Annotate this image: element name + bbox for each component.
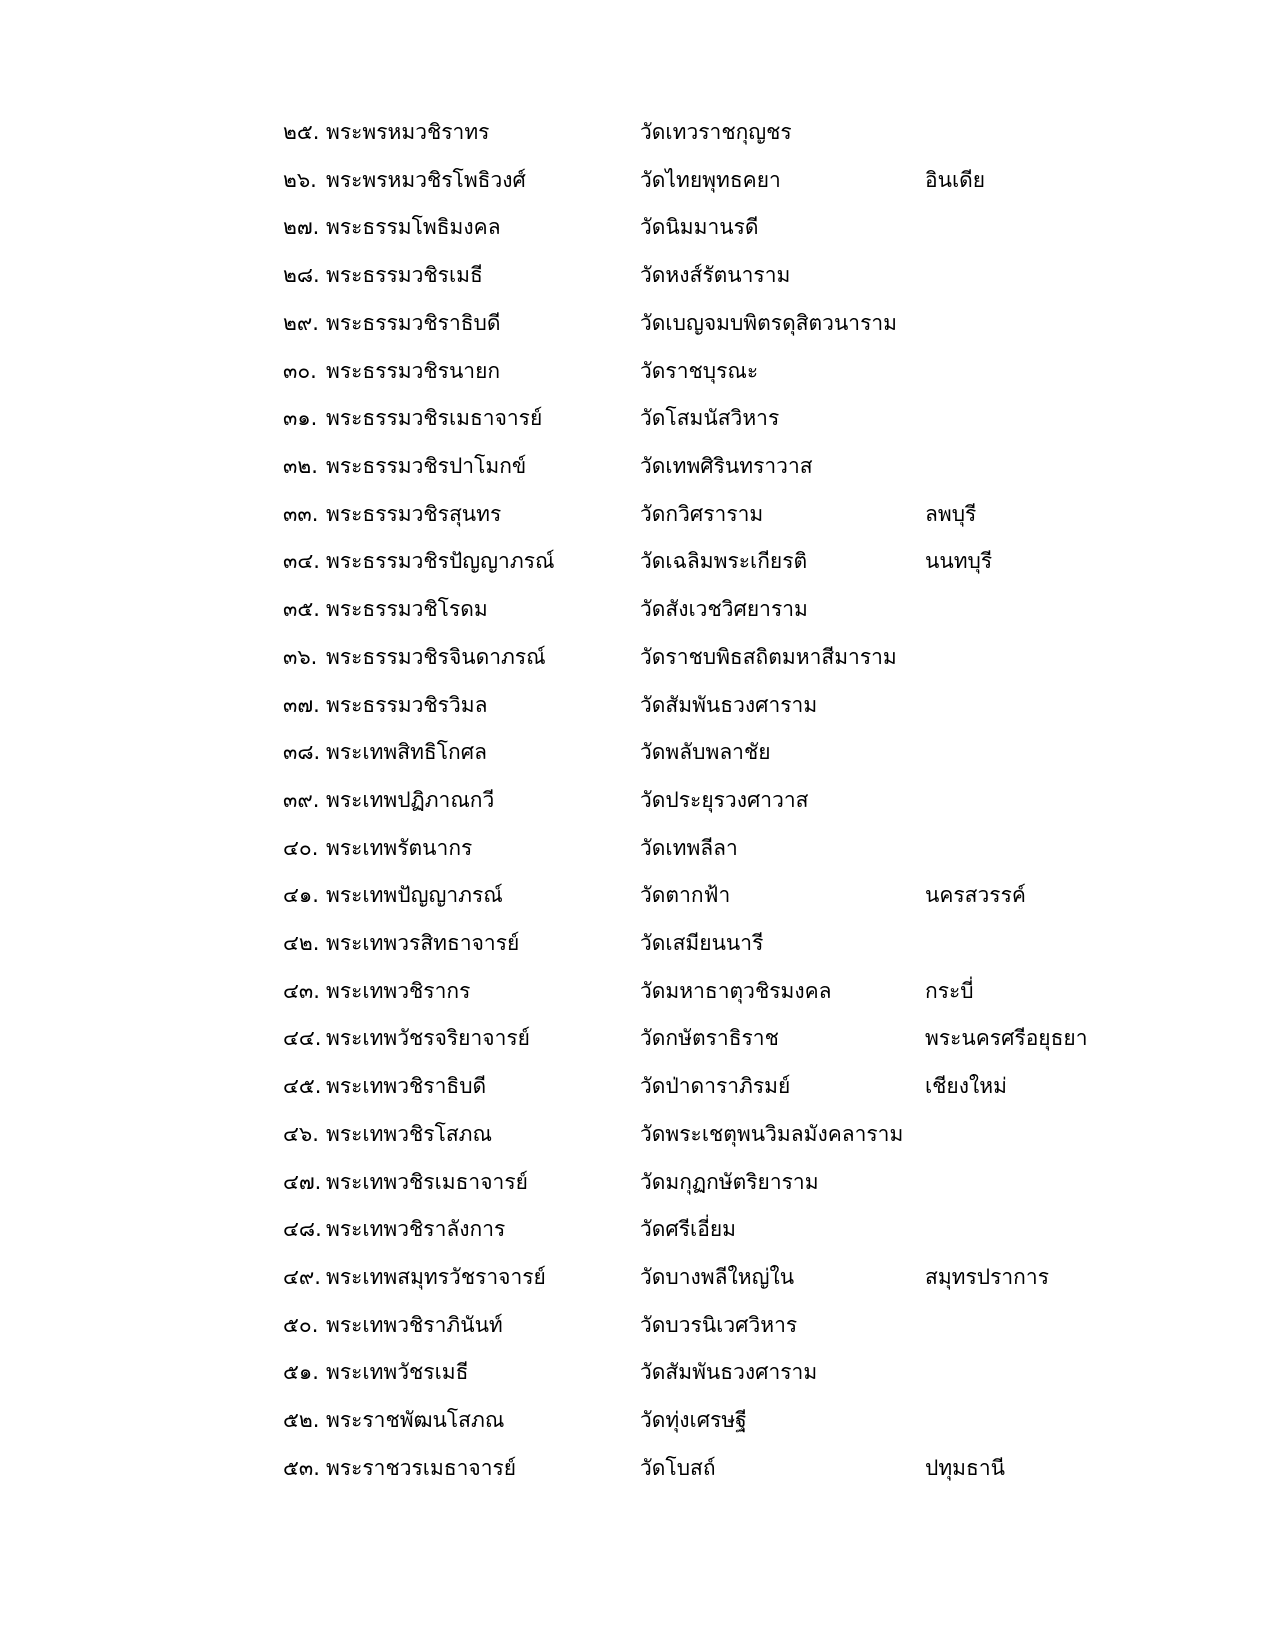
temple-name: วัดเทพศิรินทราวาส: [640, 453, 813, 478]
item-number: ๓๘.: [283, 740, 321, 765]
temple-name: วัดมหาธาตุวชิรมงคล: [640, 978, 832, 1003]
temple-name: วัดโบสถ์: [640, 1455, 716, 1480]
item-number: ๓๙.: [283, 787, 320, 812]
item-number: ๒๗.: [283, 215, 320, 240]
province-name: กระบี่: [925, 978, 974, 1003]
monk-title: พระเทพวัชรจริยาจารย์: [326, 1026, 530, 1051]
monk-title: พระธรรมวชิรจินดาภรณ์: [326, 644, 546, 669]
item-number: ๓๖.: [283, 644, 318, 669]
monk-title: พระเทพวรสิทธาจารย์: [326, 931, 520, 956]
list-item: [0, 637, 1275, 677]
monk-title: พระพรหมวชิรโพธิวงศ์: [326, 167, 526, 192]
item-number: ๔๐.: [283, 835, 319, 860]
item-number: ๓๑.: [283, 406, 318, 431]
list-item: [0, 1257, 1275, 1297]
temple-name: วัดหงส์รัตนาราม: [640, 263, 791, 288]
list-item: [0, 1400, 1275, 1440]
monk-title: พระธรรมวชิราธิบดี: [326, 310, 501, 335]
monk-title: พระเทพวชิรโสภณ: [326, 1121, 493, 1146]
monk-title: พระเทพสมุทรวัชราจารย์: [326, 1265, 546, 1290]
list-item: [0, 112, 1275, 152]
item-number: ๓๕.: [283, 597, 320, 622]
monk-title: พระเทพรัตนากร: [326, 835, 473, 860]
item-number: ๒๙.: [283, 310, 319, 335]
monk-title: พระราชพัฒนโสภณ: [326, 1408, 505, 1433]
monk-title: พระธรรมวชิรวิมล: [326, 692, 488, 717]
province-name: อินเดีย: [925, 167, 986, 192]
item-number: ๔๕.: [283, 1074, 322, 1099]
temple-name: วัดเสมียนนารี: [640, 931, 764, 956]
list-item: [0, 1209, 1275, 1249]
item-number: ๔๓.: [283, 978, 320, 1003]
item-number: ๓๐.: [283, 358, 317, 383]
item-number: ๕๐.: [283, 1312, 319, 1337]
temple-name: วัดเทพลีลา: [640, 835, 738, 860]
temple-name: วัดโสมนัสวิหาร: [640, 406, 780, 431]
list-item: [0, 1018, 1275, 1058]
monk-title: พระธรรมวชิรเมธาจารย์: [326, 406, 543, 431]
temple-name: วัดเบญจมบพิตรดุสิตวนาราม: [640, 310, 898, 335]
list-item: [0, 971, 1275, 1011]
temple-name: วัดราชบุรณะ: [640, 358, 759, 383]
province-name: เชียงใหม่: [925, 1074, 1007, 1099]
temple-name: วัดพลับพลาชัย: [640, 740, 771, 765]
item-number: ๔๖.: [283, 1121, 319, 1146]
list-item: [0, 351, 1275, 391]
list-item: [0, 828, 1275, 868]
temple-name: วัดมกุฏกษัตริยาราม: [640, 1169, 819, 1194]
item-number: ๒๘.: [283, 263, 320, 288]
temple-name: วัดทุ่งเศรษฐี: [640, 1408, 747, 1433]
item-number: ๕๑.: [283, 1360, 319, 1385]
list-item: [0, 1162, 1275, 1202]
list-item: [0, 1352, 1275, 1392]
list-item: [0, 780, 1275, 820]
province-name: สมุทรปราการ: [925, 1265, 1049, 1290]
temple-name: วัดกษัตราธิราช: [640, 1026, 779, 1051]
item-number: ๒๖.: [283, 167, 317, 192]
list-item: [0, 1305, 1275, 1345]
item-number: ๕๒.: [283, 1408, 320, 1433]
list-item: [0, 923, 1275, 963]
temple-name: วัดนิมมานรดี: [640, 215, 759, 240]
monk-title: พระธรรมวชิรปัญญาภรณ์: [326, 549, 555, 574]
monk-title: พระเทพวชิราธิบดี: [326, 1074, 487, 1099]
item-number: ๔๘.: [283, 1217, 322, 1242]
province-name: พระนครศรีอยุธยา: [925, 1026, 1088, 1051]
list-item: [0, 1448, 1275, 1488]
temple-name: วัดศรีเอี่ยม: [640, 1217, 736, 1242]
list-item: [0, 446, 1275, 486]
monk-title: พระเทพวชิรเมธาจารย์: [326, 1169, 528, 1194]
monk-title: พระเทพวชิราลังการ: [326, 1217, 506, 1242]
temple-name: วัดประยุรวงศาวาส: [640, 787, 809, 812]
temple-name: วัดกวิศราราม: [640, 501, 764, 526]
list-item: [0, 589, 1275, 629]
list-item: [0, 398, 1275, 438]
province-name: นนทบุรี: [925, 549, 993, 574]
item-number: ๔๗.: [283, 1169, 322, 1194]
monk-title: พระธรรมวชิโรดม: [326, 597, 488, 622]
item-number: ๓๗.: [283, 692, 320, 717]
province-name: ปทุมธานี: [925, 1455, 1005, 1480]
item-number: ๓๒.: [283, 453, 318, 478]
temple-name: วัดบางพลีใหญ่ใน: [640, 1265, 795, 1290]
monk-title: พระธรรมวชิรเมธี: [326, 263, 483, 288]
temple-name: วัดป่าดาราภิรมย์: [640, 1074, 791, 1099]
list-item: [0, 160, 1275, 200]
temple-name: วัดสัมพันธวงศาราม: [640, 692, 818, 717]
monk-title: พระเทพสิทธิโกศล: [326, 740, 487, 765]
temple-name: วัดบวรนิเวศวิหาร: [640, 1312, 798, 1337]
monk-title: พระธรรมโพธิมงคล: [326, 215, 501, 240]
temple-name: วัดราชบพิธสถิตมหาสีมาราม: [640, 644, 897, 669]
list-item: [0, 207, 1275, 247]
temple-name: วัดสังเวชวิศยาราม: [640, 597, 808, 622]
item-number: ๓๓.: [283, 501, 319, 526]
item-number: ๒๕.: [283, 120, 320, 144]
temple-name: วัดไทยพุทธคยา: [640, 167, 781, 192]
list-item: [0, 1114, 1275, 1154]
monk-title: พระธรรมวชิรปาโมกข์: [326, 453, 527, 478]
item-number: ๕๓.: [283, 1455, 320, 1480]
monk-title: พระธรรมวชิรนายก: [326, 358, 501, 383]
temple-name: วัดเทวราชกุญชร: [640, 120, 792, 144]
monk-title: พระเทพวชิรากร: [326, 978, 471, 1003]
temple-name: วัดตากฟ้า: [640, 883, 731, 908]
monk-title: พระพรหมวชิราทร: [326, 120, 490, 144]
item-number: ๔๒.: [283, 931, 320, 956]
province-name: ลพบุรี: [925, 501, 977, 526]
list-item: [0, 541, 1275, 581]
monk-title: พระราชวรเมธาจารย์: [326, 1455, 517, 1480]
list-item: [0, 303, 1275, 343]
monk-title: พระเทพปฏิภาณกวี: [326, 787, 495, 812]
list-item: [0, 494, 1275, 534]
temple-name: วัดพระเชตุพนวิมลมังคลาราม: [640, 1121, 904, 1146]
item-number: ๔๔.: [283, 1026, 322, 1051]
province-name: นครสวรรค์: [925, 883, 1026, 908]
list-item: [0, 875, 1275, 915]
item-number: ๓๔.: [283, 549, 320, 574]
list-item: [0, 1066, 1275, 1106]
monk-title: พระเทพปัญญาภรณ์: [326, 883, 503, 908]
item-number: ๔๙.: [283, 1265, 321, 1290]
item-number: ๔๑.: [283, 883, 319, 908]
list-item: [0, 732, 1275, 772]
monk-title: พระธรรมวชิรสุนทร: [326, 501, 502, 526]
temple-name: วัดสัมพันธวงศาราม: [640, 1360, 818, 1385]
monk-title: พระเทพวัชรเมธี: [326, 1360, 469, 1385]
list-item: [0, 685, 1275, 725]
temple-name: วัดเฉลิมพระเกียรติ: [640, 549, 808, 574]
list-item: [0, 255, 1275, 295]
monk-title: พระเทพวชิราภินันท์: [326, 1312, 503, 1337]
